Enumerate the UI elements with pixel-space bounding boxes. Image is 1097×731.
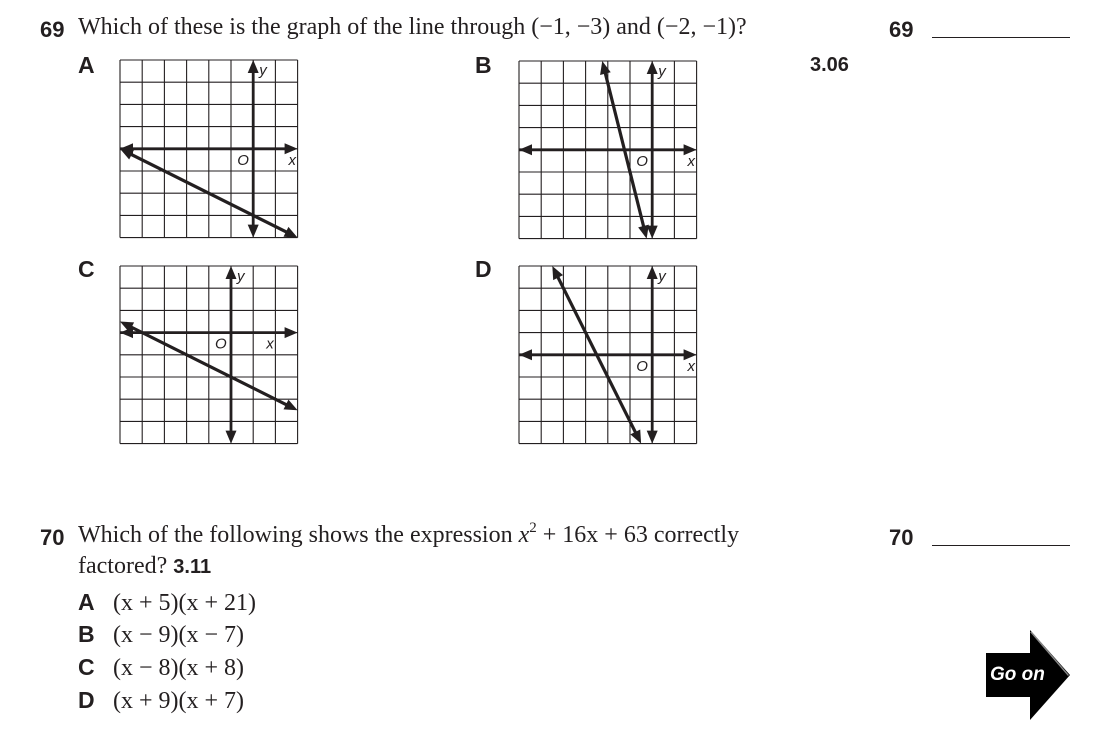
y-axis-arrow-icon	[226, 431, 237, 444]
x-axis-arrow-icon	[519, 144, 532, 155]
x-axis-label: x	[288, 151, 296, 169]
go-on-arrow-icon	[980, 630, 1074, 720]
y-axis-arrow-icon	[226, 266, 237, 279]
y-axis-arrow-icon	[647, 266, 658, 279]
coordinate-grid	[517, 264, 699, 446]
y-axis-label: y	[658, 63, 666, 80]
coordinate-grid	[517, 59, 699, 241]
question-69-text: Which of these is the graph of the line through (−1, −3) and (−2, −1)?	[78, 14, 747, 40]
go-on-arrow[interactable]	[980, 630, 1074, 725]
q70-choice-c[interactable]: C (x − 8)(x + 8)	[78, 654, 245, 681]
origin-label: O	[215, 335, 227, 353]
q70-choice-d[interactable]: D (x + 9)(x + 7)	[78, 687, 245, 714]
x-axis-arrow-icon	[519, 349, 532, 360]
q69-option-b-letter: B	[475, 52, 492, 78]
q69-option-a-graph[interactable]	[118, 58, 300, 240]
y-axis-arrow-icon	[647, 431, 658, 444]
q70-choice-a[interactable]: A (x + 5)(x + 21)	[78, 589, 257, 616]
question-69-reference: 3.06	[810, 54, 849, 76]
question-69-answer-blank[interactable]	[932, 37, 1070, 38]
y-axis-label: y	[658, 268, 666, 285]
question-70-text-line2: factored? 3.11	[78, 553, 212, 579]
q69-option-c-letter: C	[78, 256, 95, 282]
line-arrow-icon	[600, 61, 611, 75]
line-arrow-icon	[638, 225, 649, 239]
origin-label: O	[636, 152, 648, 170]
coordinate-grid	[118, 58, 300, 240]
y-axis-arrow-icon	[647, 61, 658, 74]
question-69-answer-number: 69	[889, 17, 914, 42]
x-axis-arrow-icon	[285, 327, 298, 338]
question-70-number: 70	[40, 525, 65, 550]
y-axis-arrow-icon	[248, 225, 259, 238]
q70-choice-b[interactable]: B (x − 9)(x − 7)	[78, 621, 245, 648]
q69-option-b-graph[interactable]	[517, 59, 699, 241]
q69-option-d-graph[interactable]	[517, 264, 699, 446]
question-69-number: 69	[40, 17, 65, 42]
origin-label: O	[237, 151, 249, 169]
coordinate-grid	[118, 264, 300, 446]
q69-option-d-letter: D	[475, 256, 492, 282]
q69-option-c-graph[interactable]	[118, 264, 300, 446]
question-70-answer-blank[interactable]	[932, 545, 1070, 546]
question-70-text: Which of the following shows the expression $x^2 + 16x + 63$ correctly	[78, 520, 740, 548]
y-axis-arrow-icon	[248, 60, 259, 73]
x-axis-label: x	[687, 152, 695, 170]
x-axis-label: x	[687, 357, 695, 375]
question-70-reference: 3.11	[173, 556, 212, 578]
q69-option-a-letter: A	[78, 52, 95, 78]
question-70-answer-number: 70	[889, 525, 914, 550]
x-axis-label: x	[266, 335, 274, 353]
origin-label: O	[636, 357, 648, 375]
y-axis-label: y	[237, 268, 245, 285]
y-axis-label: y	[259, 62, 267, 79]
go-on-label: Go on	[990, 664, 1045, 685]
